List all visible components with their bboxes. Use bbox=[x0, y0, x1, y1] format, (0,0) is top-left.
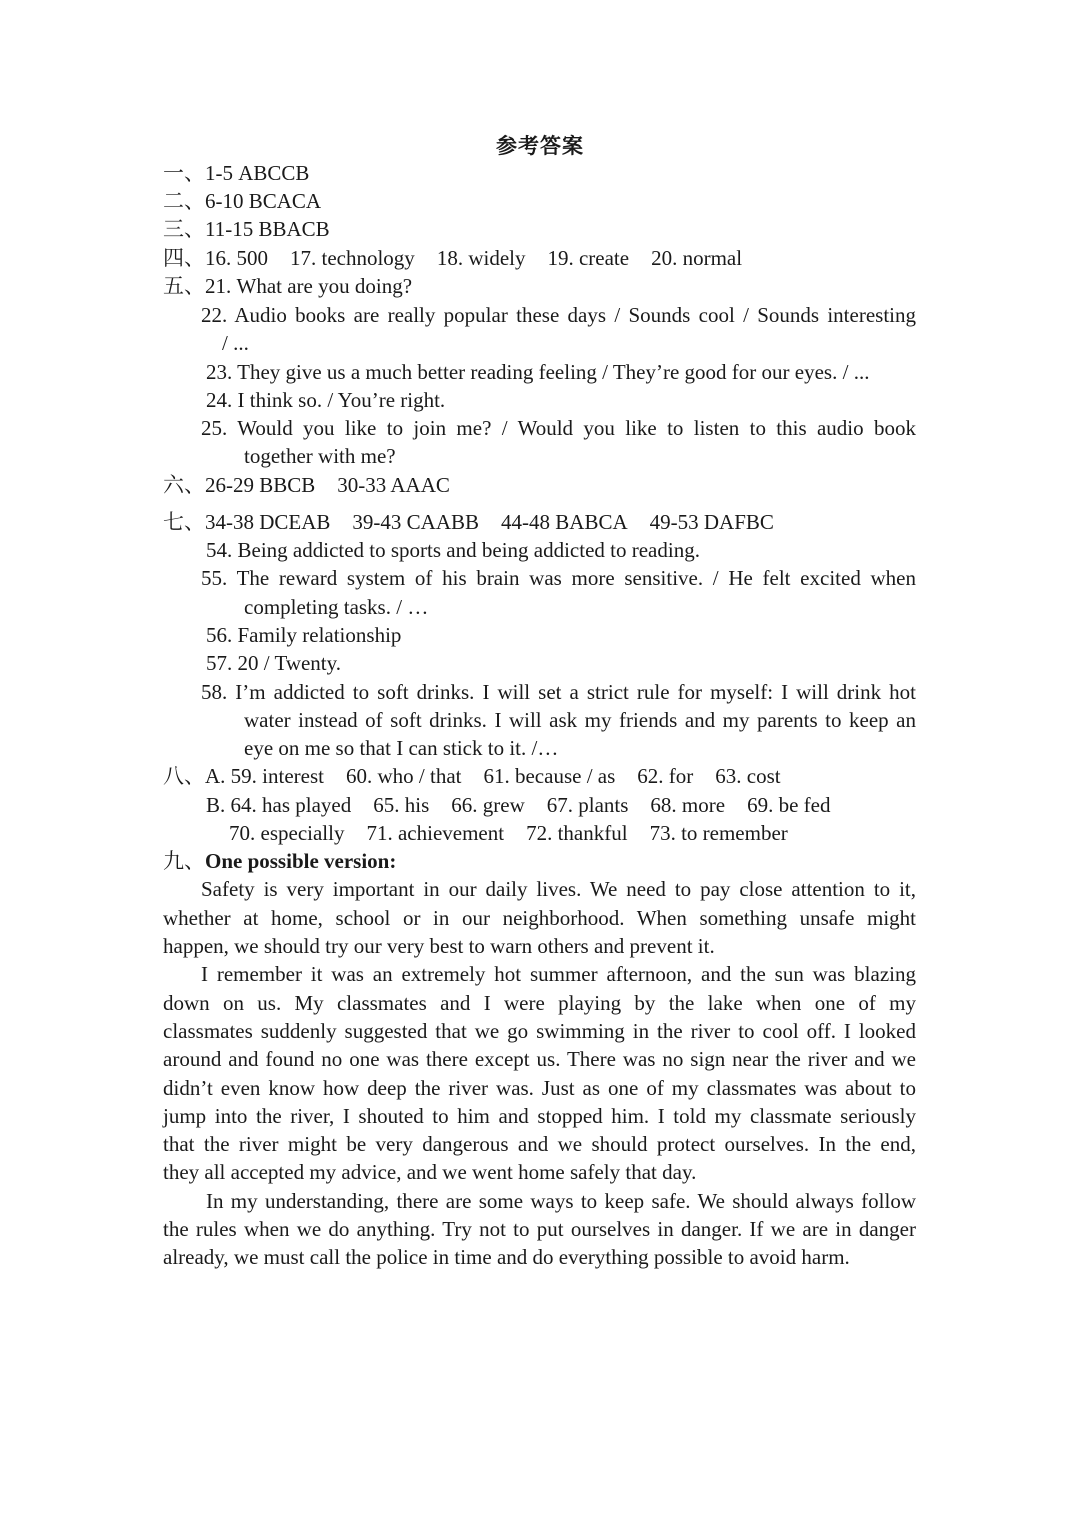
page-title: 参考答案 bbox=[496, 134, 584, 158]
answer-73: 73. to remember bbox=[649, 821, 788, 845]
essay-p2-line-6: jump into the river, I shouted to him and stopped him. I told my classmate seriously bbox=[163, 1104, 916, 1128]
answer-49-53: 49-53 DAFBC bbox=[649, 510, 774, 534]
answer-58-line-2: water instead of soft drinks. I will ask my friends and my parents to keep an bbox=[244, 708, 916, 732]
answer-67: 67. plants bbox=[546, 793, 629, 817]
essay-p2-line-3: classmates suddenly suggested that we go swimming in the river to cool off. I looked bbox=[163, 1019, 916, 1043]
section-5-q21 bbox=[163, 272, 412, 300]
section-8-prefix: 八、 bbox=[163, 764, 205, 788]
section-8-part-b bbox=[206, 791, 830, 819]
answer-21: 21. What are you doing? bbox=[205, 274, 413, 298]
answer-22-line-1: 22. Audio books are really popular these days / Sounds cool / Sounds interesting bbox=[201, 303, 916, 327]
essay-p3-line-1: In my understanding, there are some ways to keep safe. We should always follow bbox=[206, 1189, 916, 1213]
answer-59: A. 59. interest bbox=[205, 764, 324, 788]
answer-39-43: 39-43 CAABB bbox=[352, 510, 480, 534]
answer-66: 66. grew bbox=[451, 793, 525, 817]
answer-56: 56. Family relationship bbox=[206, 623, 402, 647]
essay-p1-line-1: Safety is very important in our daily lives. We need to pay close attention to it, bbox=[201, 877, 916, 901]
answer-30-33: 30-33 AAAC bbox=[337, 473, 450, 497]
answer-64: B. 64. has played bbox=[206, 793, 352, 817]
essay-p2-line-4: around and found no one was there except us. There was no sign near the river and we bbox=[163, 1047, 916, 1071]
writing-heading: One possible version: bbox=[205, 849, 397, 873]
answer-61: 61. because / as bbox=[483, 764, 616, 788]
answer-17: 17. technology bbox=[290, 246, 415, 270]
essay-p2-line-5: didn’t even know how deep the river was. Just as one of my classmates was about to bbox=[163, 1076, 916, 1100]
answer-70: 70. especially bbox=[229, 821, 345, 845]
answer-63: 63. cost bbox=[715, 764, 781, 788]
answer-24: 24. I think so. / You’re right. bbox=[206, 388, 446, 412]
section-9-prefix: 九、 bbox=[163, 849, 205, 873]
essay-p1-line-3: happen, we should try our very best to warn others and prevent it. bbox=[163, 934, 715, 958]
section-4-answers bbox=[163, 244, 742, 272]
answer-57: 57. 20 / Twenty. bbox=[206, 651, 342, 675]
answer-71: 71. achievement bbox=[366, 821, 505, 845]
answer-58-line-3: eye on me so that I can stick to it. /… bbox=[244, 736, 559, 760]
section-2-answers: 二、6-10 BCACA bbox=[163, 189, 322, 213]
answer-16: 16. 500 bbox=[205, 246, 268, 270]
section-6-prefix: 六、 bbox=[163, 473, 205, 497]
section-7-answers bbox=[163, 508, 774, 536]
answer-69: 69. be fed bbox=[747, 793, 831, 817]
answer-25-line-1: 25. Would you like to join me? / Would you like to listen to this audio book bbox=[201, 416, 916, 440]
section-8-part-a bbox=[163, 762, 781, 790]
answer-20: 20. normal bbox=[651, 246, 743, 270]
section-4-prefix: 四、 bbox=[163, 246, 205, 270]
essay-p2-line-8: they all accepted my advice, and we went home safely that day. bbox=[163, 1160, 697, 1184]
section-7-prefix: 七、 bbox=[163, 510, 205, 534]
answer-22-line-2: / ... bbox=[222, 331, 249, 355]
essay-p2-line-2: down on us. My classmates and I were playing by the lake when one of my bbox=[163, 991, 916, 1015]
essay-p2-line-1: I remember it was an extremely hot summer afternoon, and the sun was blazing bbox=[201, 962, 916, 986]
essay-p3-line-3: already, we must call the police in time and do everything possible to avoid harm. bbox=[163, 1245, 850, 1269]
answer-68: 68. more bbox=[650, 793, 726, 817]
section-1-answers: 一、1-5 ABCCB bbox=[163, 161, 310, 185]
answer-60: 60. who / that bbox=[345, 764, 462, 788]
answer-34-38: 34-38 DCEAB bbox=[205, 510, 331, 534]
section-3-answers: 三、11-15 BBACB bbox=[163, 217, 330, 241]
answer-19: 19. create bbox=[547, 246, 630, 270]
answer-65: 65. his bbox=[373, 793, 430, 817]
answer-72: 72. thankful bbox=[526, 821, 628, 845]
essay-p1-line-2: whether at home, school or in our neighborhood. When something unsafe might bbox=[163, 906, 916, 930]
answer-58-line-1: 58. I’m addicted to soft drinks. I will set a strict rule for myself: I will drink hot bbox=[201, 680, 916, 704]
answer-54: 54. Being addicted to sports and being addicted to reading. bbox=[206, 538, 700, 562]
section-9-heading bbox=[163, 847, 396, 875]
essay-p3-line-2: the rules when we do anything. Try not to put ourselves in danger. If we are in danger bbox=[163, 1217, 916, 1241]
section-5-prefix: 五、 bbox=[163, 274, 205, 298]
answer-44-48: 44-48 BABCA bbox=[501, 510, 628, 534]
essay-p2-line-7: that the river might be very dangerous and we should protect ourselves. In the end, bbox=[163, 1132, 916, 1156]
section-6-answers bbox=[163, 471, 450, 499]
answer-62: 62. for bbox=[637, 764, 694, 788]
answer-23: 23. They give us a much better reading feeling / They’re good for our eyes. / ... bbox=[206, 360, 870, 384]
answer-18: 18. widely bbox=[436, 246, 526, 270]
answer-55-line-1: 55. The reward system of his brain was more sensitive. / He felt excited when bbox=[201, 566, 916, 590]
answer-26-29: 26-29 BBCB bbox=[205, 473, 316, 497]
answer-25-line-2: together with me? bbox=[244, 444, 396, 468]
answer-55-line-2: completing tasks. / … bbox=[244, 595, 429, 619]
section-8-part-b-continued bbox=[229, 819, 788, 847]
